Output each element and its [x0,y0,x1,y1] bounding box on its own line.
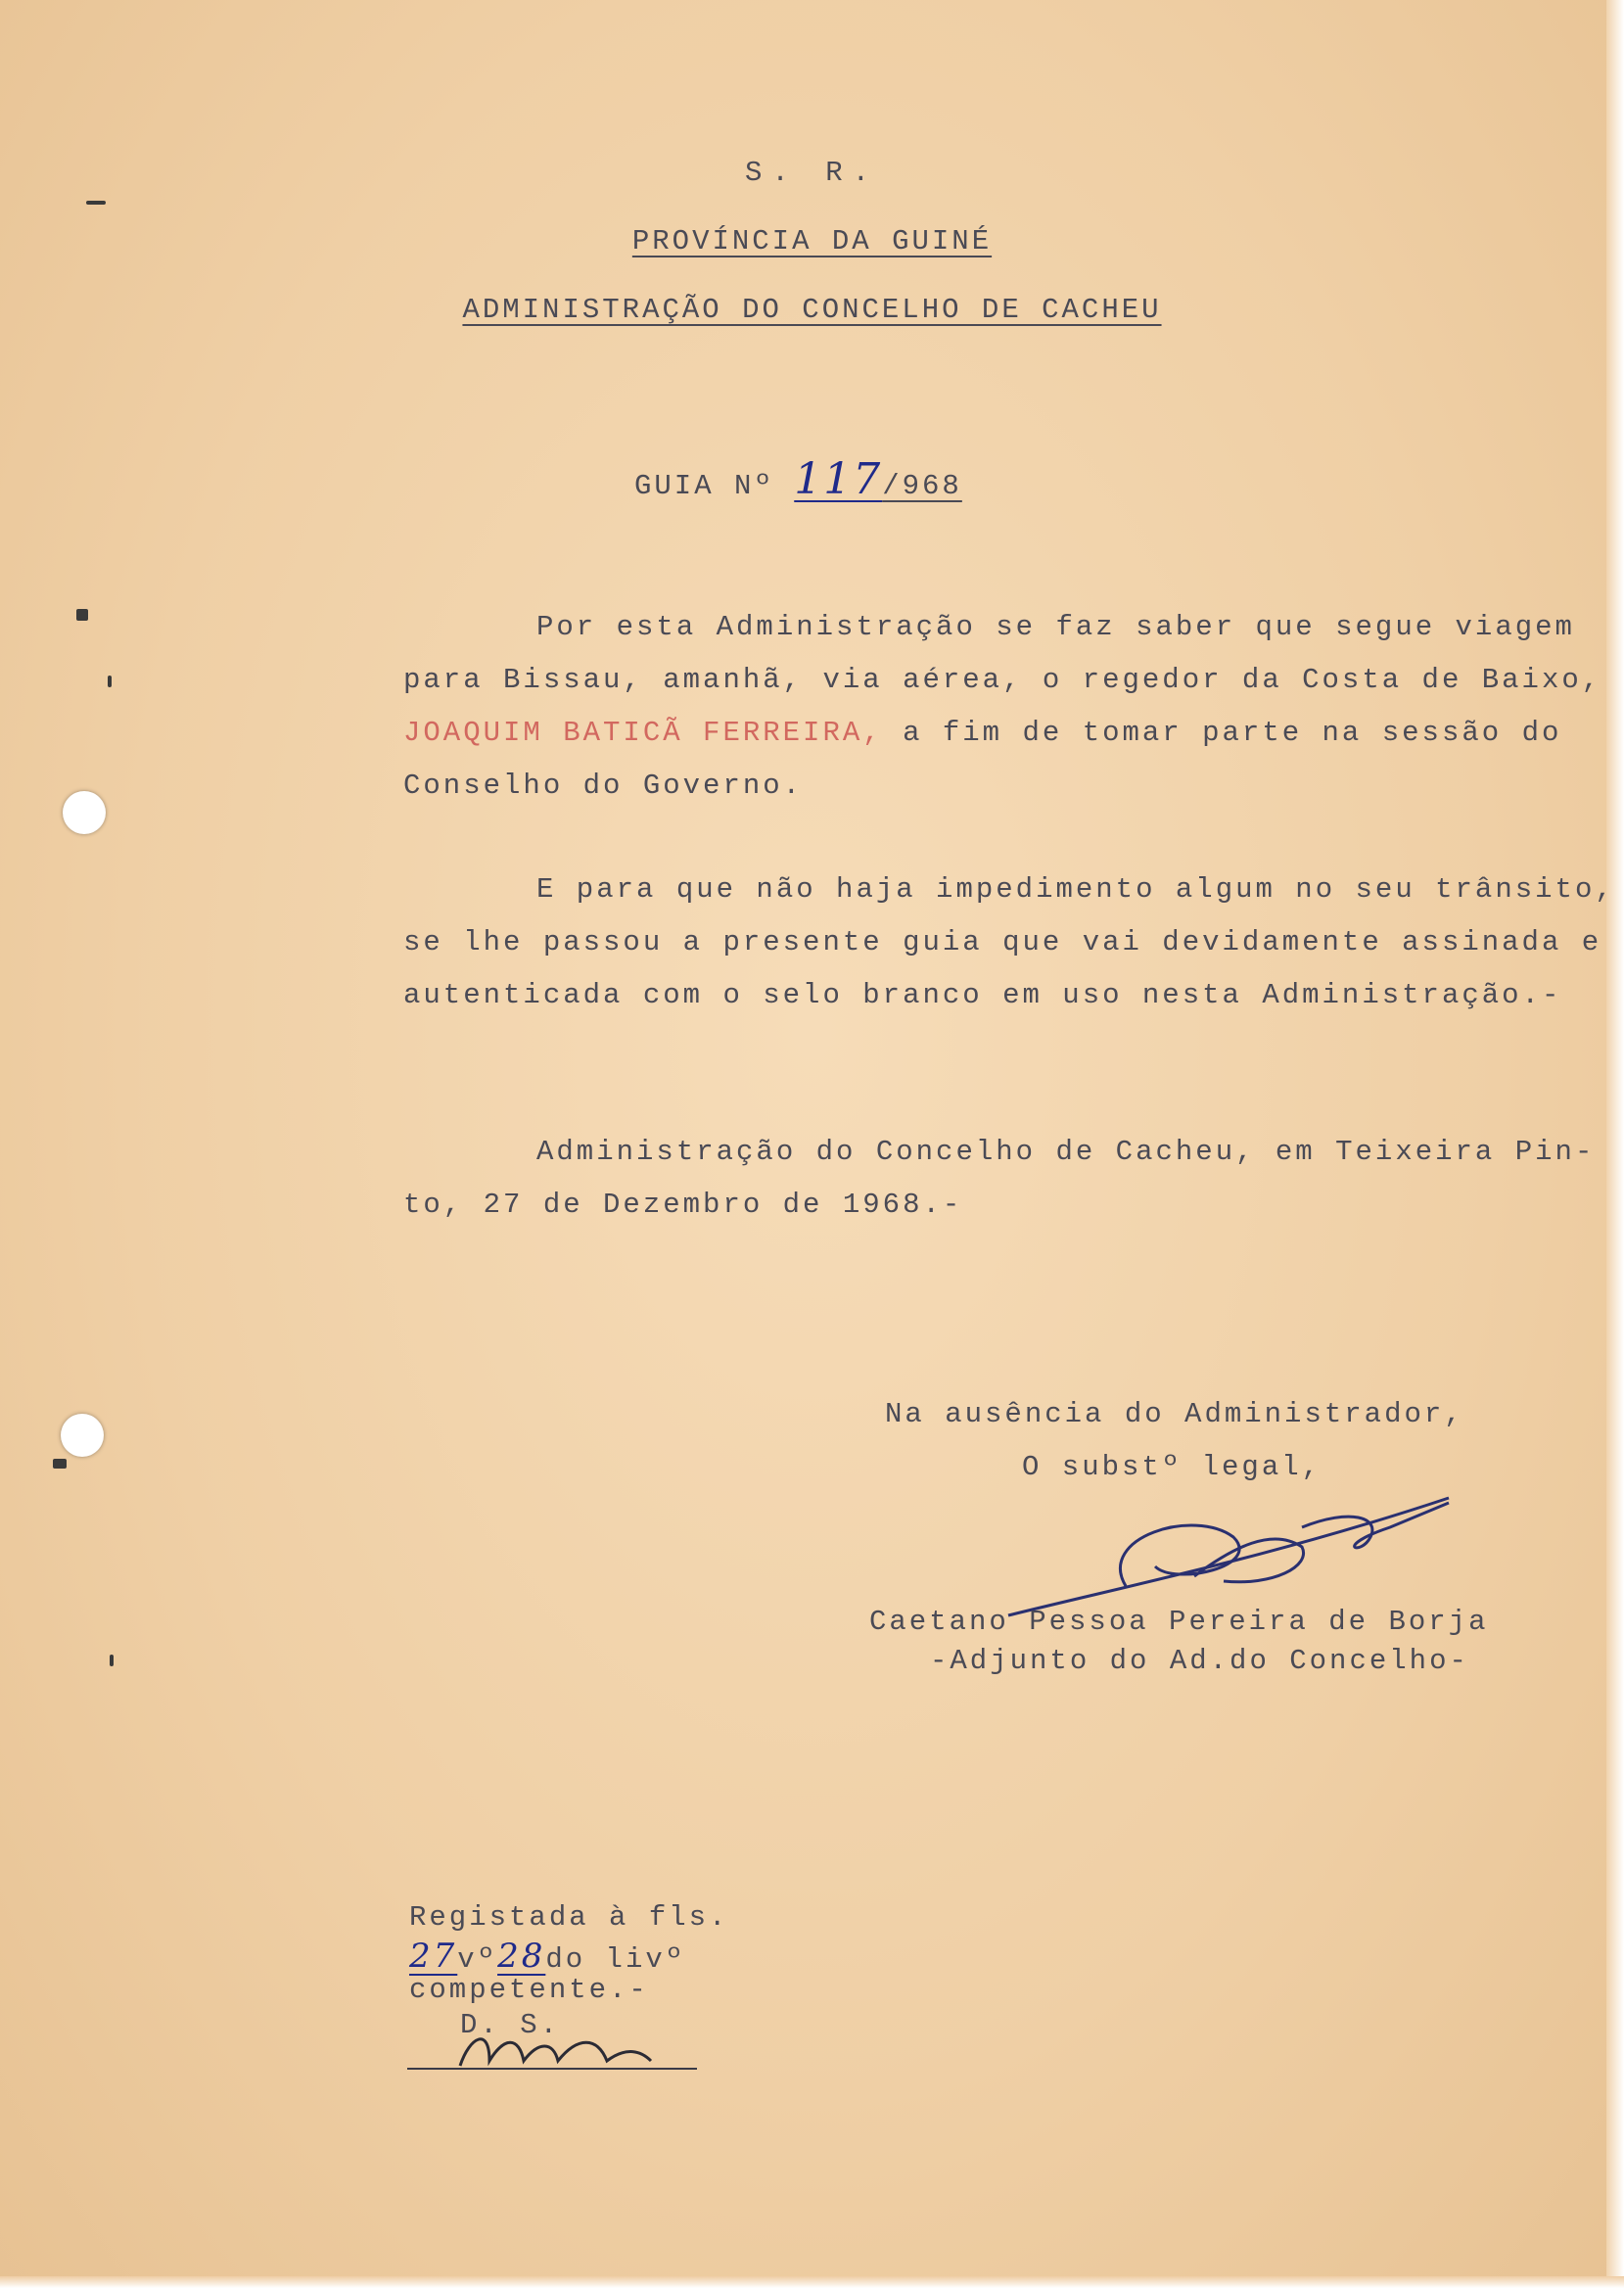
registry-folio-b: 28 [497,1937,546,1976]
registry-line2-rest: do livº [545,1943,686,1976]
page-edge-right [1606,0,1624,2288]
body-p1-line3-rest: a fim de tomar parte na sessão do [882,717,1562,749]
guia-prefix: GUIA Nº [634,470,774,502]
signature-line2: O substº legal, [1022,1451,1322,1483]
ink-spot [110,1655,114,1666]
registry-initials [431,2007,685,2076]
registry-line1: Registada à fls. [409,1901,729,1934]
ink-spot [86,201,106,205]
registry-ds: D. S. [460,2009,561,2041]
guia-label [634,454,962,504]
ink-spot [108,676,112,687]
body-p1-line4: Conselho do Governo. [403,770,804,802]
page-edge-bottom [0,2276,1624,2288]
signatory-name: Caetano Pessoa Pereira de Borja [869,1606,1489,1638]
registry-line2 [409,1937,685,1976]
body-p1-line3 [403,717,1561,749]
body-p2-line3: autenticada com o selo branco em uso nesta Administração.- [403,979,1562,1011]
province-title: PROVÍNCIA DA GUINÉ [631,225,993,257]
registry-line3: competente.- [409,1974,649,2006]
person-name: JOAQUIM BATICÃ FERREIRA, [403,717,883,749]
body-p1-line1: Por esta Administração se faz saber que segue viagem [536,611,1575,643]
administration-title: ADMINISTRAÇÃO DO CONCELHO DE CACHEU [462,294,1162,326]
signature-line1: Na ausência do Administrador, [885,1398,1464,1430]
guia-year: /968 [882,470,962,502]
body-p2-line1: E para que não haja impedimento algum no seu trânsito, [536,873,1615,906]
guia-number: 117 [794,454,883,504]
registry-folio-a: 27 [409,1937,458,1976]
ink-spot [53,1459,67,1469]
ink-spot [76,609,88,621]
body-p1-line2: para Bissau, amanhã, via aérea, o regedor da Costa de Baixo, [403,664,1602,696]
signatory-title: -Adjunto do Ad.do Concelho- [930,1645,1469,1677]
body-p2-line2: se lhe passou a presente guia que vai devidamente assinada e [403,926,1602,958]
body-p3-line1: Administração do Concelho de Cacheu, em Teixeira Pin- [536,1136,1596,1168]
body-p3-line2: to, 27 de Dezembro de 1968.- [403,1189,963,1221]
registry-vo: vº [457,1943,498,1976]
punch-hole-bottom [61,1414,104,1457]
punch-hole-top [63,791,106,834]
header-sr: S. R. [744,157,879,189]
registry-signature-line [407,2068,697,2070]
